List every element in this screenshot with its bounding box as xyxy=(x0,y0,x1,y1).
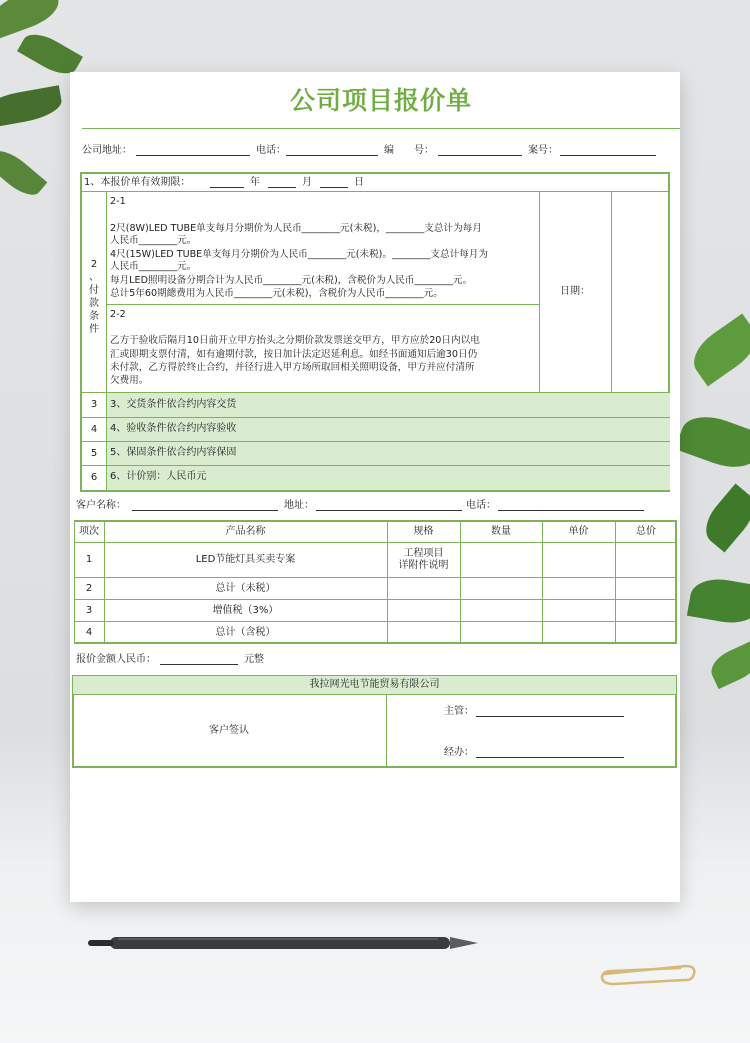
validity-year-blank xyxy=(210,177,244,188)
payment-line: 4尺(15W)LED TUBE单支每月分期价为人民币________元(未税)。________支总计每月为 xyxy=(110,249,488,260)
condition-text: 3、交货条件依合约内容交货 xyxy=(110,399,237,410)
validity-day-blank xyxy=(320,177,348,188)
serial-number-label: 编 号： xyxy=(384,145,434,156)
payment-line: 汇或即期支票付清，如有逾期付款，按日加计法定迟延利息。如经书面通知后逾30日仍 xyxy=(110,349,478,360)
condition-text: 5、保固条件依合约内容保固 xyxy=(110,447,237,458)
validity-year-label: 年 xyxy=(250,177,260,188)
condition-number: 6 xyxy=(90,472,98,483)
condition-text: 6、计价别：人民币元 xyxy=(110,471,207,482)
table-row-number: 1 xyxy=(85,554,93,565)
payment-line: 总计5年60期總费用为人民币________元(未税)，含税价为人民币________元。 xyxy=(110,288,443,299)
manager-blank xyxy=(476,706,624,717)
company-address-blank xyxy=(136,145,250,156)
validity-day-label: 日 xyxy=(354,177,364,188)
payment-section2-head: 2-2 xyxy=(110,309,126,320)
pen-decoration xyxy=(88,932,480,954)
handler-label: 经办： xyxy=(444,747,474,758)
quotation-sheet xyxy=(70,72,680,902)
case-number-blank xyxy=(560,145,656,156)
table-row-number: 3 xyxy=(85,604,93,616)
payment-date-label: 日期： xyxy=(560,286,590,297)
table-row-spec: 工程项目 详附件说明 xyxy=(398,548,449,571)
amount-blank xyxy=(160,654,238,665)
payment-line: 人民币________元。 xyxy=(110,261,197,272)
table-row-name: 增值税（3%） xyxy=(212,604,279,616)
page-title: 公司项目报价单 xyxy=(289,86,472,115)
table-header: 规格 xyxy=(413,525,434,537)
customer-name-blank xyxy=(132,500,278,511)
table-header: 产品名称 xyxy=(225,525,266,537)
validity-month-blank xyxy=(268,177,296,188)
table-header: 数量 xyxy=(491,525,511,537)
manager-label: 主管： xyxy=(444,706,474,717)
serial-number-blank xyxy=(438,145,522,156)
condition-text: 4、验收条件依合约内容验收 xyxy=(110,423,237,434)
condition-number: 3 xyxy=(90,399,98,410)
amount-suffix: 元整 xyxy=(244,654,264,665)
company-name: 我拉网光电节能贸易有限公司 xyxy=(309,679,440,690)
customer-address-blank xyxy=(316,500,462,511)
handler-blank xyxy=(476,747,624,758)
condition-number: 4 xyxy=(90,423,98,435)
payment-line: 人民币________元。 xyxy=(110,235,197,246)
customer-address-label: 地址： xyxy=(284,500,314,511)
validity-month-label: 月 xyxy=(302,177,312,188)
table-row-name: LED节能灯具买卖专案 xyxy=(195,554,296,565)
table-header: 单价 xyxy=(568,525,589,537)
condition-number: 5 xyxy=(90,447,98,459)
amount-label: 报价金额人民币： xyxy=(76,654,156,665)
payment-line: 每月LED照明设备分期合计为人民币________元(未税)，含税价为人民币________元。 xyxy=(110,275,473,286)
validity-prefix: 1、本报价单有效期限： xyxy=(84,177,191,188)
customer-phone-label: 电话： xyxy=(466,500,496,511)
customer-phone-blank xyxy=(498,500,644,511)
table-header: 总价 xyxy=(636,525,656,537)
payment-line: 2尺(8W)LED TUBE单支每月分期价为人民币________元(未税)，________支总计为每月 xyxy=(110,223,482,234)
table-header: 项次 xyxy=(79,525,99,537)
customer-name-label: 客户名称： xyxy=(76,500,126,511)
table-row-number: 4 xyxy=(85,626,93,638)
payment-line: 欠费用。 xyxy=(110,375,149,386)
payment-section1-head: 2-1 xyxy=(110,196,126,207)
payment-row-number: 2 、 付 款 条 件 xyxy=(89,259,99,335)
company-phone-blank xyxy=(286,145,378,156)
table-row-name: 总计（未税） xyxy=(215,582,276,594)
customer-signature-label: 客户签认 xyxy=(209,725,249,736)
payment-line: 乙方于验收后隔月10日前开立甲方抬头之分期价款发票送交甲方，甲方应於20日内以电 xyxy=(110,335,480,346)
table-row-name: 总计（含税） xyxy=(215,626,276,638)
paperclip-decoration xyxy=(596,960,700,986)
case-number-label: 案号： xyxy=(528,145,558,156)
table-row-number: 2 xyxy=(85,582,93,594)
company-phone-label: 电话： xyxy=(256,145,286,156)
company-address-label: 公司地址： xyxy=(82,145,132,156)
payment-line: 未付款，乙方得於终止合约，并径行进入甲方场所取回相关照明设备，甲方并应付清所 xyxy=(110,362,475,373)
